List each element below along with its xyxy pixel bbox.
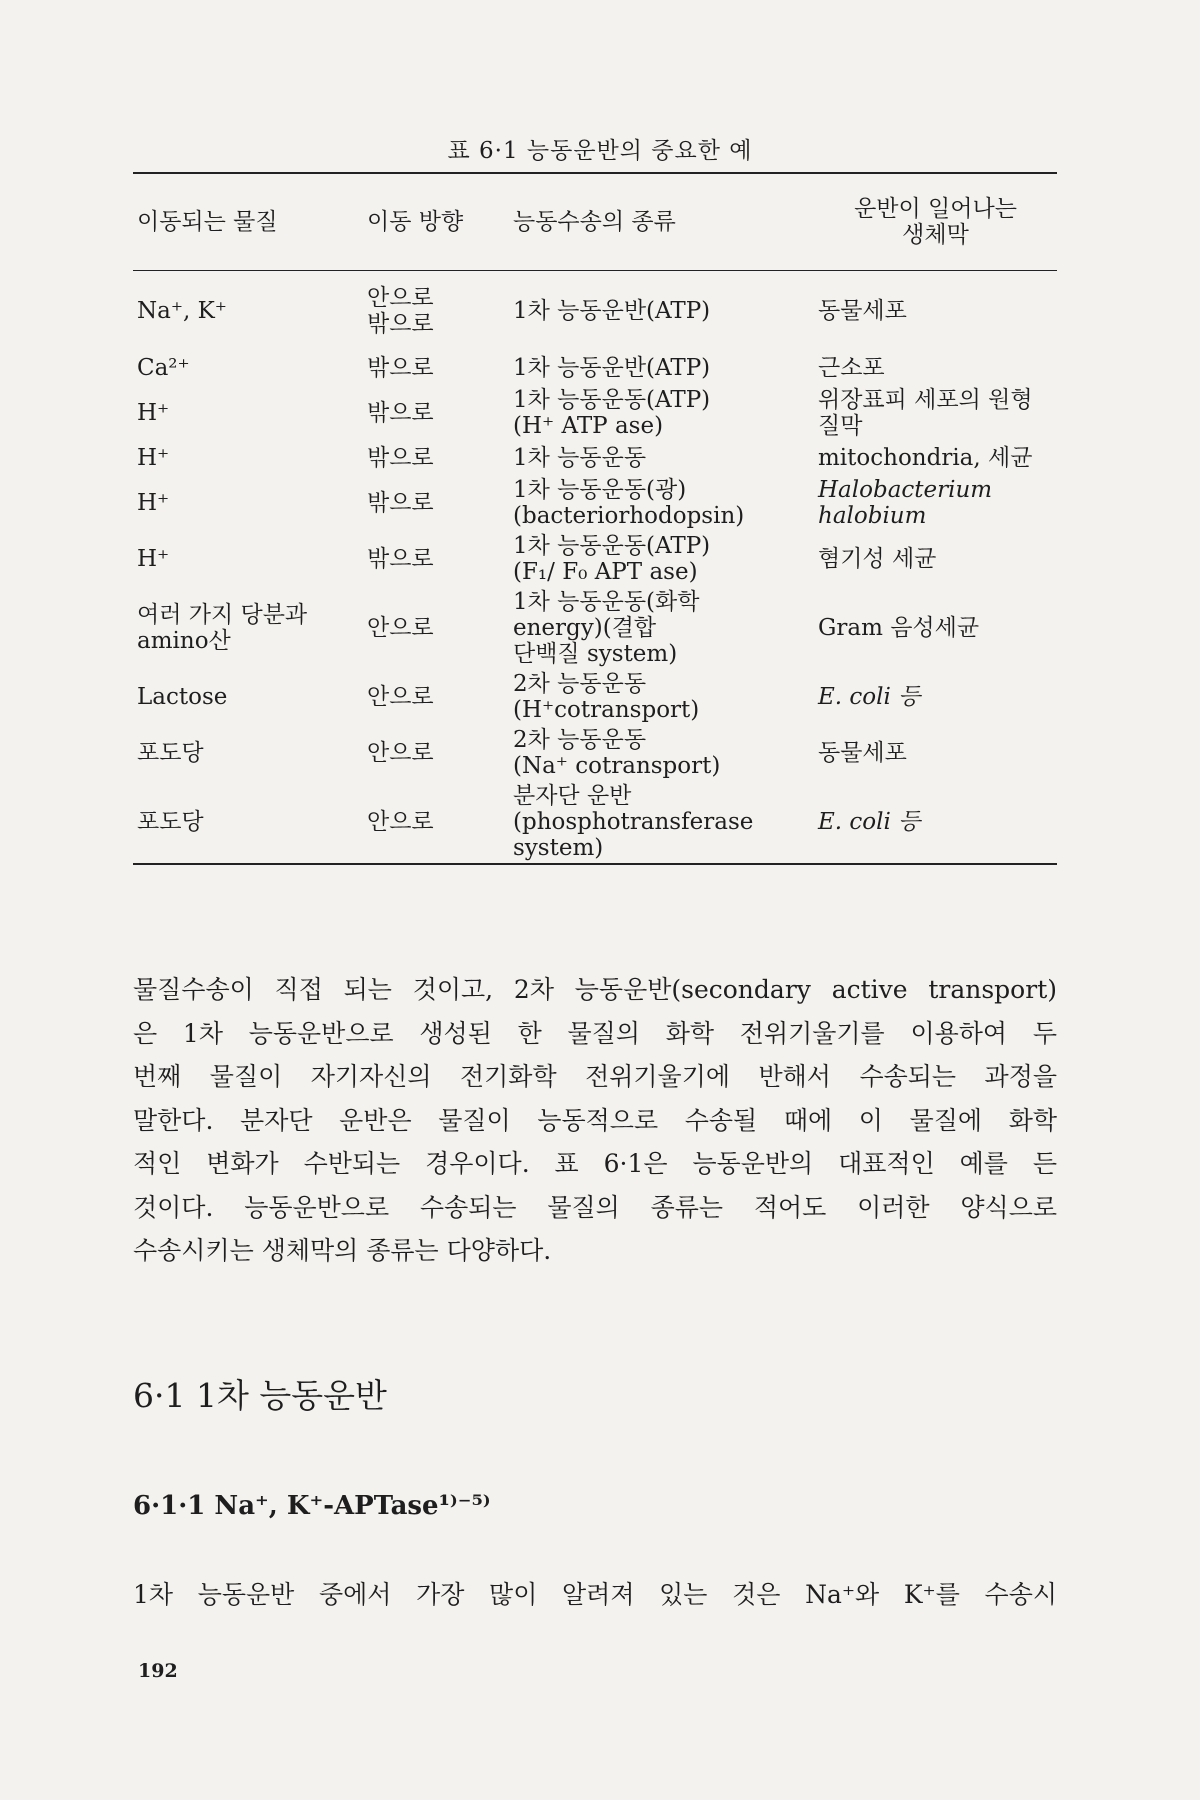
paragraph-line: 수송시키는 생체막의 종류는 다양하다. <box>133 1236 552 1265</box>
cell-pump-type-line: (H⁺cotransport) <box>513 696 700 723</box>
cell-pump-type <box>509 531 814 587</box>
cell-membrane <box>814 351 1057 385</box>
cell-membrane-line: 질막 <box>818 412 863 439</box>
cell-membrane <box>814 475 1057 531</box>
cell-substance <box>133 669 363 725</box>
cell-pump-type-line: 1차 능동운반(ATP) <box>513 354 711 381</box>
page-number: 192 <box>138 1660 178 1682</box>
cell-substance <box>133 385 363 441</box>
cell-membrane-line: 위장표피 세포의 원형 <box>818 386 1033 413</box>
section-heading: 6·1 1차 능동운반 <box>133 1376 387 1415</box>
cell-pump-type-line: 단백질 system) <box>513 640 678 667</box>
cell-direction-line: 안으로 <box>367 739 434 766</box>
paragraph-line: 적인 변화가 수반되는 경우이다. 표 6·1은 능동운반의 대표적인 예를 든 <box>133 1149 1057 1178</box>
subsection-heading: 6·1·1 Na⁺, K⁺-APTase¹⁾⁻⁵⁾ <box>133 1491 491 1521</box>
cell-membrane-line: 동물세포 <box>818 739 907 766</box>
header-substance: 이동되는 물질 <box>137 209 278 235</box>
cell-pump-type-line: (Na⁺ cotransport) <box>513 752 721 779</box>
cell-direction-line: 밖으로 <box>367 354 434 381</box>
cell-direction-line: 안으로 <box>367 683 434 710</box>
table-row <box>133 441 1057 475</box>
cell-pump-type <box>509 475 814 531</box>
cell-pump-type-line: 1차 능동운동(광) <box>513 476 687 503</box>
cell-substance <box>133 531 363 587</box>
cell-pump-type <box>509 441 814 475</box>
cell-direction <box>363 441 509 475</box>
cell-membrane <box>814 531 1057 587</box>
cell-membrane <box>814 385 1057 441</box>
table-row <box>133 271 1057 351</box>
cell-substance <box>133 271 363 351</box>
cell-membrane <box>814 271 1057 351</box>
cell-pump-type <box>509 725 814 781</box>
body-paragraph <box>133 968 1057 1273</box>
paragraph-line: 번째 물질이 자기자신의 전기화학 전위기울기에 반해서 수송되는 과정을 <box>133 1062 1057 1091</box>
cell-membrane-line: 동물세포 <box>818 297 907 324</box>
paragraph-line: 물질수송이 직접 되는 것이고, 2차 능동운반(secondary active transport) <box>133 975 1057 1004</box>
cell-direction <box>363 385 509 441</box>
cell-substance-line: Na⁺, K⁺ <box>137 297 227 324</box>
cell-direction <box>363 351 509 385</box>
cell-substance <box>133 781 363 864</box>
table-row <box>133 385 1057 441</box>
cell-pump-type-line: (F₁/ F₀ APT ase) <box>513 558 698 585</box>
cell-direction-line: 밖으로 <box>367 310 434 337</box>
table-row <box>133 531 1057 587</box>
cell-direction-line: 밖으로 <box>367 399 434 426</box>
cell-substance <box>133 475 363 531</box>
active-transport-table <box>133 172 1057 865</box>
cell-direction-line: 안으로 <box>367 808 434 835</box>
cell-pump-type-line: (H⁺ ATP ase) <box>513 412 664 439</box>
table-row <box>133 725 1057 781</box>
table-row <box>133 475 1057 531</box>
cell-direction <box>363 531 509 587</box>
cell-membrane <box>814 781 1057 864</box>
cell-membrane <box>814 669 1057 725</box>
cell-membrane-line: E. coli 등 <box>818 808 921 835</box>
cell-pump-type <box>509 351 814 385</box>
cell-substance-line: H⁺ <box>137 545 170 572</box>
cell-membrane-line: E. coli 등 <box>818 683 921 710</box>
cell-substance <box>133 441 363 475</box>
cell-pump-type-line: (phosphotransferase <box>513 808 754 835</box>
paragraph-line: 말한다. 분자단 운반은 물질이 능동적으로 수송될 때에 이 물질에 화학 <box>133 1105 1057 1135</box>
cell-direction-line: 밖으로 <box>367 444 434 471</box>
cell-substance-line: 포도당 <box>137 739 204 766</box>
cell-membrane-line: 혐기성 세균 <box>818 545 937 572</box>
cell-membrane-line: Halobacterium <box>818 476 993 503</box>
header-membrane-line: 운반이 일어나는 <box>854 196 1017 222</box>
cell-pump-type-line: 1차 능동운동(ATP) <box>513 386 711 413</box>
cell-direction-line: 밖으로 <box>367 545 434 572</box>
cell-substance-line: H⁺ <box>137 444 170 471</box>
cell-direction <box>363 725 509 781</box>
body-text-start: 1차 능동운반 중에서 가장 많이 알려져 있는 것은 Na⁺와 K⁺를 수송시 <box>133 1580 1057 1609</box>
header-membrane <box>814 173 1057 271</box>
cell-pump-type-line: 1차 능동운동(화학 <box>513 588 700 615</box>
cell-pump-type-line: 분자단 운반 <box>513 782 632 809</box>
cell-membrane-line: halobium <box>818 502 927 529</box>
cell-pump-type <box>509 669 814 725</box>
cell-substance-line: Lactose <box>137 683 228 710</box>
cell-direction <box>363 271 509 351</box>
cell-pump-type-line: energy)(결합 <box>513 614 657 641</box>
table-row <box>133 669 1057 725</box>
cell-direction-line: 안으로 <box>367 614 434 641</box>
header-membrane-line: 생체막 <box>902 222 969 248</box>
header-direction: 이동 방향 <box>367 209 464 235</box>
cell-substance <box>133 351 363 385</box>
cell-pump-type-line: 1차 능동운반(ATP) <box>513 297 711 324</box>
cell-substance-line: H⁺ <box>137 489 170 516</box>
cell-direction-line: 안으로 <box>367 284 434 311</box>
cell-pump-type-line: (bacteriorhodopsin) <box>513 502 745 529</box>
cell-direction-line: 밖으로 <box>367 489 434 516</box>
cell-substance <box>133 587 363 669</box>
cell-membrane-line: Gram 음성세균 <box>818 614 980 641</box>
cell-substance-line: 포도당 <box>137 808 204 835</box>
table-row <box>133 351 1057 385</box>
cell-pump-type-line: system) <box>513 834 604 861</box>
cell-direction <box>363 669 509 725</box>
cell-substance-line: H⁺ <box>137 399 170 426</box>
cell-pump-type-line: 2차 능동운동 <box>513 726 647 753</box>
table-row <box>133 781 1057 864</box>
paragraph-line: 것이다. 능동운반으로 수송되는 물질의 종류는 적어도 이러한 양식으로 <box>133 1192 1057 1222</box>
cell-substance-line: Ca²⁺ <box>137 354 190 381</box>
table-caption: 표 6·1 능동운반의 중요한 예 <box>447 138 753 164</box>
cell-pump-type <box>509 385 814 441</box>
cell-pump-type <box>509 587 814 669</box>
cell-membrane <box>814 725 1057 781</box>
table-header-row <box>133 173 1057 271</box>
cell-pump-type-line: 1차 능동운동 <box>513 444 647 471</box>
cell-direction <box>363 587 509 669</box>
cell-direction <box>363 781 509 864</box>
cell-substance-line: amino산 <box>137 627 231 654</box>
cell-membrane <box>814 441 1057 475</box>
cell-direction <box>363 475 509 531</box>
header-pump-type: 능동수송의 종류 <box>513 209 676 235</box>
cell-substance <box>133 725 363 781</box>
cell-pump-type <box>509 271 814 351</box>
cell-pump-type-line: 1차 능동운동(ATP) <box>513 532 711 559</box>
paragraph-line: 은 1차 능동운반으로 생성된 한 물질의 화학 전위기울기를 이용하여 두 <box>133 1018 1057 1048</box>
table-row <box>133 587 1057 669</box>
cell-pump-type-line: 2차 능동운동 <box>513 670 647 697</box>
cell-pump-type <box>509 781 814 864</box>
cell-membrane-line: mitochondria, 세균 <box>818 444 1033 471</box>
cell-membrane-line: 근소포 <box>818 354 885 381</box>
cell-substance-line: 여러 가지 당분과 <box>137 601 308 628</box>
cell-membrane <box>814 587 1057 669</box>
